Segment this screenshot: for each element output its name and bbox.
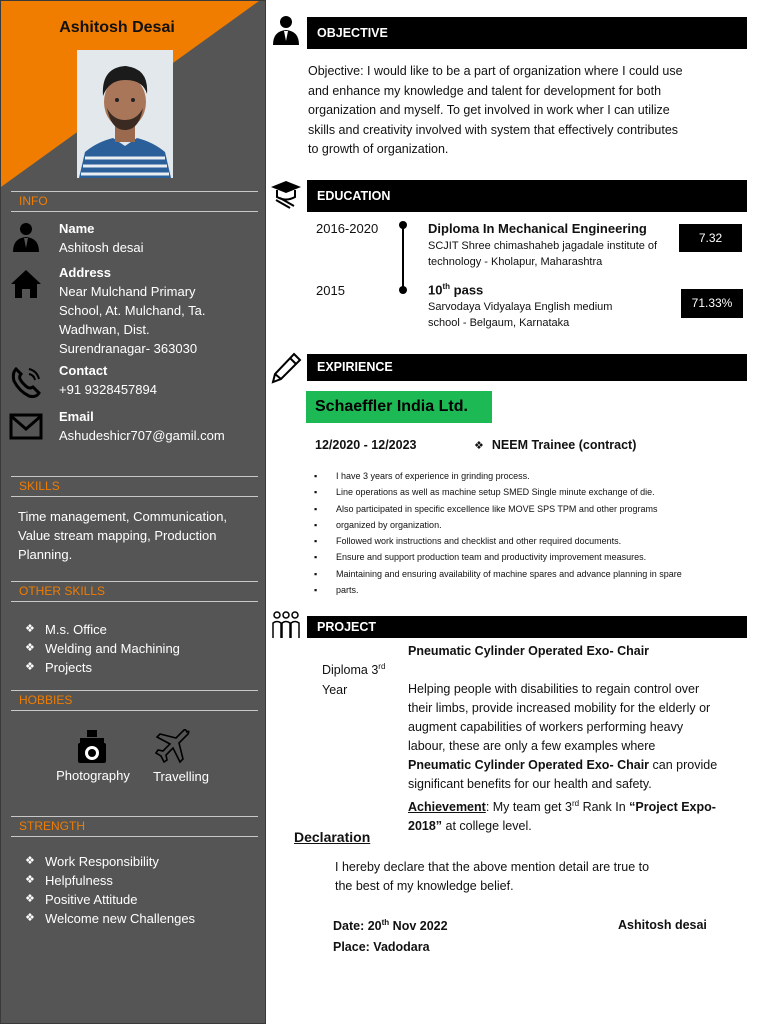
envelope-icon: [9, 410, 43, 444]
resume-name: Ashitosh Desai: [59, 19, 175, 36]
address-line: Surendranagar- 363030: [59, 341, 198, 356]
experience-period: 12/2020 - 12/2023: [315, 438, 417, 452]
person-icon: [9, 220, 43, 254]
edu-institute-line: school - Belgaum, Karnataka: [428, 317, 570, 329]
timeline-line: [396, 220, 410, 296]
list-item: ▪ parts.: [314, 582, 744, 598]
hobby-photography: Photography: [56, 768, 130, 783]
list-item: ❖ Welding and Machining: [25, 639, 260, 658]
list-item: ▪ Maintaining and ensuring availability of machine spares and advance planning in spare: [314, 566, 744, 582]
email-label: Email: [59, 409, 94, 424]
list-item: ▪ Line operations as well as machine setup SMED Single minute exchange of die.: [314, 484, 744, 500]
list-item: ▪ I have 3 years of experience in grinding process.: [314, 468, 744, 484]
profile-photo: [77, 50, 173, 178]
sidebar: [0, 0, 266, 1024]
list-item: ▪ Ensure and support production team and productivity improvement measures.: [314, 549, 744, 565]
objective-line: and enhance my knowledge and talent for development for both: [308, 83, 662, 98]
education-heading: EDUCATION: [307, 180, 747, 212]
objective-line: to growth of organization.: [308, 142, 449, 156]
team-icon: [270, 610, 302, 642]
info-name: [59, 219, 259, 257]
hobbies-heading: HOBBIES: [11, 690, 258, 711]
edu-institute-line: Sarvodaya Vidyalaya English medium: [428, 301, 613, 313]
objective-line: Objective: I would like to be a part of organization where I could use: [308, 64, 683, 78]
name-value: Ashitosh desai: [59, 240, 144, 255]
graduation-cap-icon: [270, 178, 302, 210]
experience-heading: EXPIRIENCE: [307, 354, 747, 381]
strength-list: [25, 852, 260, 928]
declaration-text: I hereby declare that the above mention detail are true to the best of my knowledge belief.: [335, 860, 650, 893]
project-level: Diploma 3rd Year: [322, 662, 386, 698]
diamond-bullet-icon: ❖: [474, 440, 484, 452]
skills-line: Planning.: [18, 547, 73, 562]
edu-institute-line: SCJIT Shree chimashaheb jagadale institute of: [428, 240, 658, 252]
other-skills-list: [25, 620, 260, 677]
project-heading: PROJECT: [307, 616, 747, 638]
address-line: School, At. Mulchand, Ta.: [59, 303, 206, 318]
company-name: Schaeffler India Ltd.: [306, 391, 492, 423]
experience-role: ❖ NEEM Trainee (contract): [474, 438, 637, 452]
project-achievement: Achievement: My team get 3rd Rank In “Project Expo-: [408, 799, 716, 815]
edu-year: 2016-2020: [316, 221, 379, 236]
info-address: [59, 263, 259, 358]
project-title: Pneumatic Cylinder Operated Exo- Chair: [408, 644, 650, 658]
skills-text: [18, 507, 263, 564]
list-item: ▪ Followed work instructions and checklist and other required documents.: [314, 533, 744, 549]
camera-icon: [77, 729, 107, 765]
address-label: Address: [59, 265, 112, 280]
email-value[interactable]: Ashudeshicr707@gamil.com: [59, 428, 225, 443]
list-item: ❖ Projects: [25, 658, 260, 677]
score-badge: 71.33%: [681, 289, 743, 318]
experience-points: [314, 468, 744, 598]
edu-institute: [428, 299, 612, 331]
list-item: ❖ M.s. Office: [25, 620, 260, 639]
objective-line: organization and myself. To get involved in work wher I can utilize: [308, 103, 670, 117]
person-tie-icon: [270, 14, 302, 46]
bar-notch: [398, 638, 747, 640]
list-item: ❖ Welcome new Challenges: [25, 909, 260, 928]
list-item: ❖ Positive Attitude: [25, 890, 260, 909]
other-skills-heading: OTHER SKILLS: [11, 581, 258, 602]
objective-heading: OBJECTIVE: [307, 17, 747, 49]
skills-line: Time management, Communication,: [18, 509, 228, 524]
edu-year: 2015: [316, 283, 345, 298]
edu-institute-line: technology - Kholapur, Maharashtra: [428, 256, 603, 268]
info-email: [59, 407, 259, 445]
name-label: Name: [59, 221, 95, 236]
declaration-date: Date: 20th Nov 2022: [333, 918, 448, 934]
pencil-icon: [270, 352, 302, 384]
declaration-place: Place: Vadodara: [333, 940, 430, 954]
list-item: ▪ Also participated in specific excellence like MOVE SPS TPM and other programs: [314, 501, 744, 517]
objective-text: [308, 62, 740, 160]
list-item: ❖ Helpfulness: [25, 871, 260, 890]
skills-heading: SKILLS: [11, 476, 258, 497]
project-description: Helping people with disabilities to regain control over their limbs, provide increased mobility for the elderly or augment capabilities of workers performing heavy labour, these are only a few examples where Pneumatic Cylinder Operated Exo- Chair can provide significant benefits for our health and safety. Achievement: My team get 3rd Rank In “Project Expo- 2018” at college level.: [408, 680, 753, 836]
edu-institute: [428, 238, 657, 270]
airplane-icon: [155, 729, 191, 765]
list-item: ▪ organized by organization.: [314, 517, 744, 533]
contact-label: Contact: [59, 363, 108, 378]
address-line: Near Mulchand Primary: [59, 284, 196, 299]
signature-name: Ashitosh desai: [618, 918, 707, 932]
info-contact: [59, 361, 259, 399]
address-line: Wadhwan, Dist.: [59, 322, 150, 337]
home-icon: [9, 267, 43, 301]
objective-line: skills and creativity involved with system that effectively contributes: [308, 122, 679, 137]
info-heading: INFO: [11, 191, 258, 212]
edu-title: 10th pass: [428, 282, 484, 298]
strength-heading: STRENGTH: [11, 816, 258, 837]
list-item: ❖ Work Responsibility: [25, 852, 260, 871]
phone-icon: [9, 365, 43, 399]
declaration-heading: Declaration: [294, 829, 371, 845]
edu-title: Diploma In Mechanical Engineering: [428, 221, 647, 236]
hobby-travelling: Travelling: [153, 769, 209, 784]
skills-line: Value stream mapping, Production: [18, 528, 217, 543]
score-badge: 7.32: [679, 224, 742, 252]
contact-value[interactable]: +91 9328457894: [59, 382, 157, 397]
